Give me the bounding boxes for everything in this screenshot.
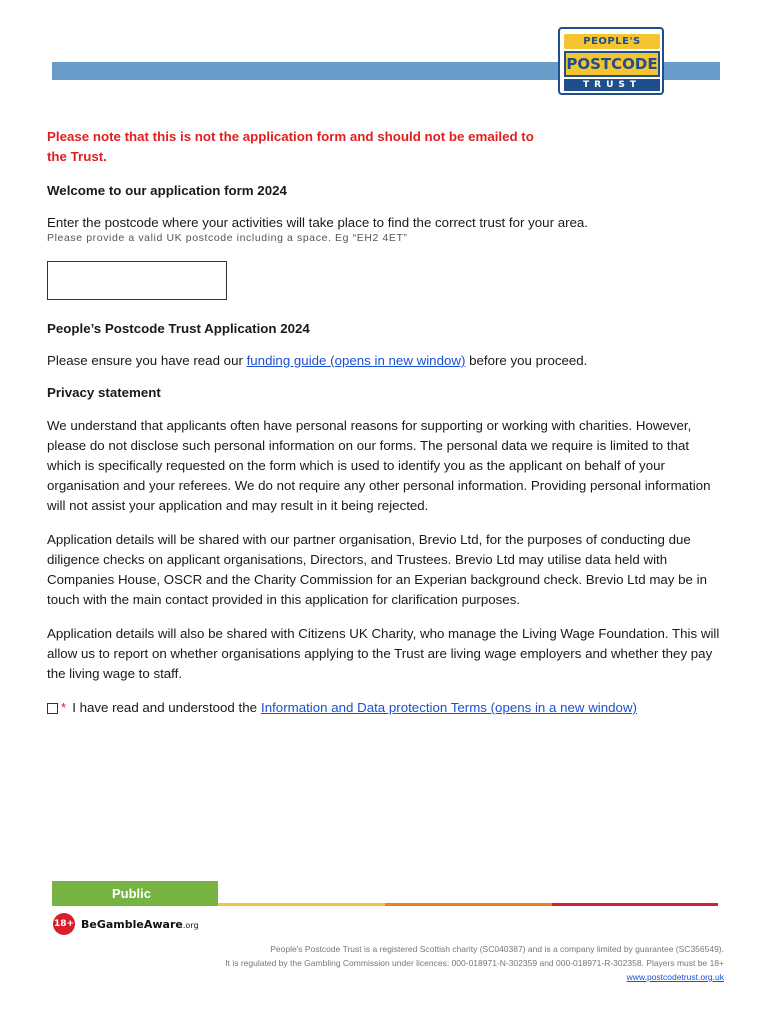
footer-stripe-orange <box>385 903 552 906</box>
begambleaware-name <box>81 918 199 931</box>
postcode-prompt: Enter the postcode where your activities will take place to find the correct trust for your area. <box>47 215 588 230</box>
required-mark: * <box>61 700 67 715</box>
application-title: People’s Postcode Trust Application 2024 <box>47 321 310 336</box>
website-link[interactable]: www.postcodetrust.org.uk <box>626 972 724 982</box>
age-18-icon: 18+ <box>53 913 75 935</box>
welcome-title: Welcome to our application form 2024 <box>47 183 287 198</box>
bga-suffix: .org <box>182 920 199 930</box>
legal-line-2: It is regulated by the Gambling Commission under licences: 000-018971-N-302359 and 000-018971-R-302358. Players must be 18+ <box>225 958 724 968</box>
legal-line-1: People's Postcode Trust is a registered Scottish charity (SC040387) and is a company limited by guarantee (SC356549). <box>270 944 724 954</box>
website-line <box>627 970 724 984</box>
funding-guide-link[interactable]: funding guide (opens in new window) <box>246 353 466 368</box>
ensure-before: Please ensure you have read our <box>47 353 247 368</box>
logo-ribbon: PEOPLE'S <box>564 34 660 49</box>
ensure-after: before you proceed. <box>465 353 588 368</box>
logo-main: POSTCODE <box>564 51 660 77</box>
postcode-input[interactable] <box>47 261 227 300</box>
classification-label: Public <box>52 881 218 906</box>
consent-checkbox[interactable] <box>47 703 58 714</box>
footer-stripe-red <box>552 903 718 906</box>
notice-text: Please note that this is not the application form and should not be emailed to the Trust. <box>47 129 534 164</box>
peoples-postcode-trust-logo <box>558 27 664 95</box>
privacy-paragraph-3: Application details will also be shared with Citizens UK Charity, who manage the Living Wage Foundation. This will allow us to report on whether organisations applying to the Trust are living wage employers and whether they pay the living wage to staff. <box>47 626 720 681</box>
begambleaware-logo <box>53 913 199 935</box>
privacy-title: Privacy statement <box>47 385 161 400</box>
ensure-read-text <box>47 351 722 371</box>
data-protection-terms-link[interactable]: Information and Data protection Terms (opens in a new window) <box>261 700 637 715</box>
postcode-hint: Please provide a valid UK postcode including a space. Eg “EH2 4ET” <box>47 232 408 244</box>
consent-row <box>47 698 637 718</box>
logo-trust: TRUST <box>564 79 660 91</box>
privacy-paragraph-2: Application details will be shared with our partner organisation, Brevio Ltd, for the purposes of conducting due diligence checks on applicant organisations, Directors, and Trustees. Brevio Ltd may utilise data held with Companies House, OSCR and the Charity Commission for an Experian background check. Brevio Ltd may be in touch with the main contact provided in this application for clarification purposes. <box>47 532 707 607</box>
footer-stripe-yellow <box>218 903 385 906</box>
privacy-paragraph-1: We understand that applicants often have personal reasons for supporting or working with charities. However, please do not disclose such personal information on our forms. The personal data we require is limited to that which is specifically requested on the form which is used to identify you as the applicant on behalf of your organisation and your referees. We do not require any other personal information. Providing personal information will not assist your application and may result in it being rejected. <box>47 418 711 513</box>
consent-text: I have read and understood the <box>72 700 258 715</box>
bga-name: BeGambleAware <box>81 917 183 931</box>
